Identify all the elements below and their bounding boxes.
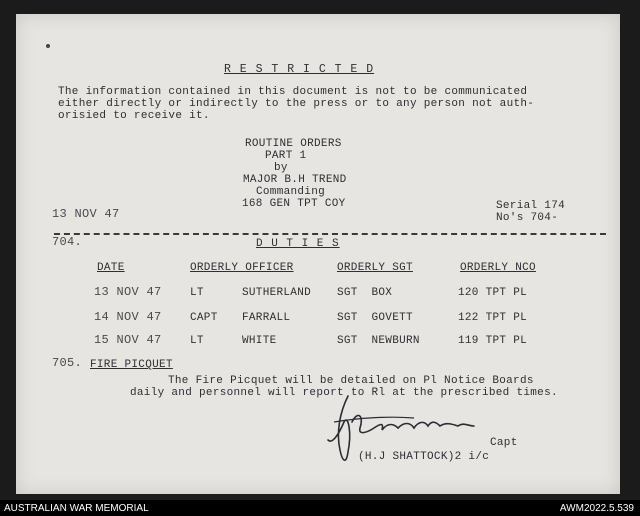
row-3-nco: 119 TPT PL [458, 335, 528, 347]
section-704-number: 704. [52, 235, 83, 249]
notice-line-1: The information contained in this document is not to be communicated [58, 86, 528, 98]
heading-commanding: Commanding [256, 186, 326, 198]
heading-part: PART 1 [265, 150, 307, 162]
row-2-rank: CAPT [190, 312, 218, 324]
row-3-officer: WHITE [242, 335, 277, 347]
row-1-nco: 120 TPT PL [458, 287, 528, 299]
section-705-line-1: The Fire Picquet will be detailed on Pl Notice Boards [168, 375, 534, 387]
signatory-name: (H.J SHATTOCK)2 i/c [358, 451, 490, 463]
document-date: 13 NOV 47 [52, 207, 120, 221]
archive-footer [0, 500, 640, 516]
heading-unit: 168 GEN TPT COY [242, 198, 346, 210]
section-704-title: D U T I E S [256, 238, 340, 250]
notice-line-2: either directly or indirectly to the press or to any person not auth- [58, 98, 535, 110]
row-1-sgt: SGT BOX [337, 287, 393, 299]
row-2-officer: FARRALL [242, 312, 291, 324]
row-3-date: 15 NOV 47 [94, 333, 162, 347]
section-705-number: 705. [52, 356, 83, 370]
separator-line [54, 233, 606, 235]
column-orderly-sgt: ORDERLY SGT [337, 262, 413, 274]
row-3-rank: LT [190, 335, 204, 347]
signature-rank: Capt [490, 437, 518, 449]
row-3-sgt: SGT NEWBURN [337, 335, 420, 347]
footer-institution: AUSTRALIAN WAR MEMORIAL [4, 503, 149, 514]
row-1-officer: SUTHERLAND [242, 287, 312, 299]
row-2-nco: 122 TPT PL [458, 312, 528, 324]
row-2-date: 14 NOV 47 [94, 310, 162, 324]
column-orderly-nco: ORDERLY NCO [460, 262, 536, 274]
punch-mark [46, 44, 50, 48]
serial-number: Serial 174 [496, 200, 566, 212]
handwritten-signature [318, 392, 488, 472]
notice-line-3: orisied to receive it. [58, 110, 210, 122]
row-2-sgt: SGT GOVETT [337, 312, 413, 324]
heading-routine-orders: ROUTINE ORDERS [245, 138, 342, 150]
order-numbers: No's 704- [496, 212, 559, 224]
section-705-line-2: daily and personnel will report to Rl at the prescribed times. [130, 387, 558, 399]
column-date: DATE [97, 262, 125, 274]
footer-accession-number: AWM2022.5.539 [559, 503, 634, 514]
row-1-rank: LT [190, 287, 204, 299]
section-705-title: FIRE PICQUET [90, 359, 173, 371]
heading-by: by [274, 162, 288, 174]
heading-major: MAJOR B.H TREND [243, 174, 347, 186]
restricted-heading: R E S T R I C T E D [224, 63, 375, 76]
column-orderly-officer: ORDERLY OFFICER [190, 262, 294, 274]
row-1-date: 13 NOV 47 [94, 285, 162, 299]
